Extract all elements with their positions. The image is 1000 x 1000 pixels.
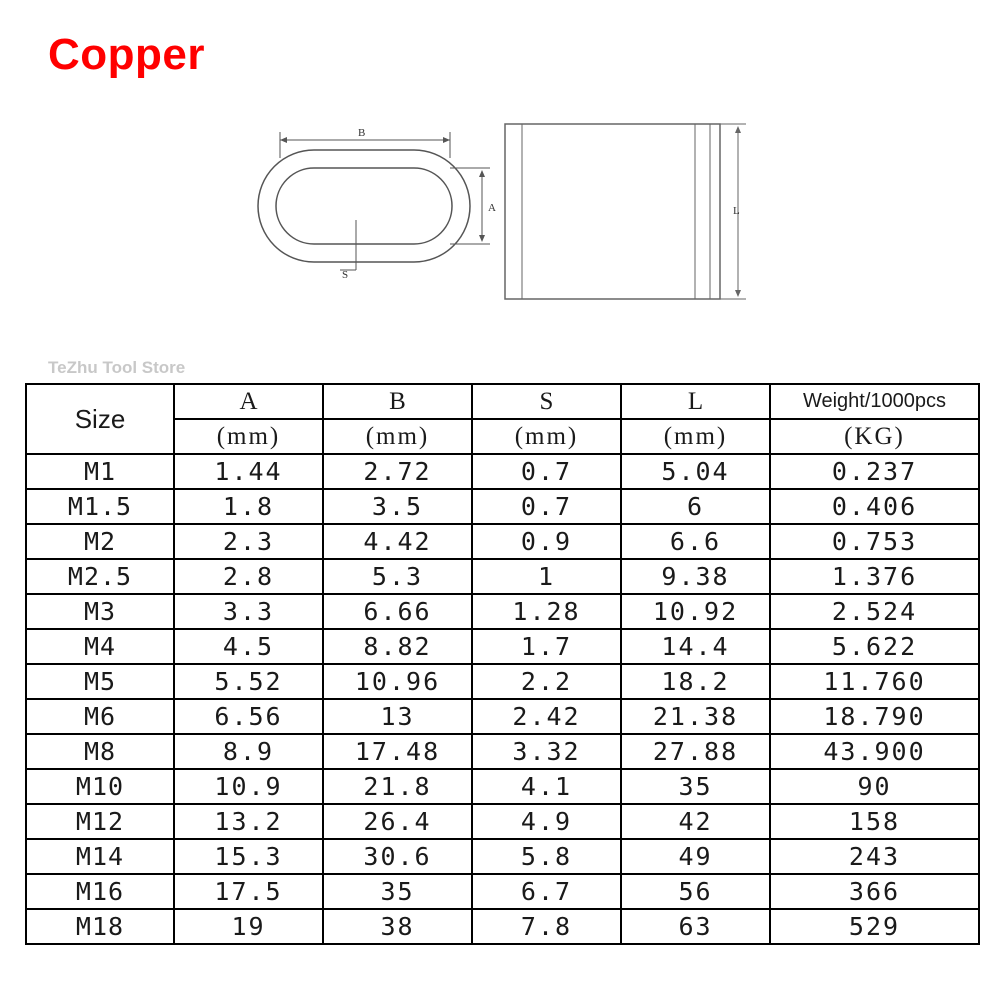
cell-s: 1.28 <box>472 594 621 629</box>
cell-weight: 529 <box>770 909 979 944</box>
cell-b: 5.3 <box>323 559 472 594</box>
cell-l: 18.2 <box>621 664 770 699</box>
cell-s: 0.7 <box>472 454 621 489</box>
table-row <box>26 559 979 594</box>
cell-weight: 366 <box>770 874 979 909</box>
cell-a: 4.5 <box>174 629 323 664</box>
header-l: L <box>621 384 770 419</box>
table-row <box>26 699 979 734</box>
cell-b: 8.82 <box>323 629 472 664</box>
cell-a: 1.44 <box>174 454 323 489</box>
cell-weight: 11.760 <box>770 664 979 699</box>
unit-weight: (KG) <box>770 419 979 454</box>
label-s: S <box>342 269 349 281</box>
unit-a: (mm) <box>174 419 323 454</box>
cell-s: 6.7 <box>472 874 621 909</box>
cell-weight: 158 <box>770 804 979 839</box>
cell-size: M14 <box>26 839 174 874</box>
cell-weight: 0.237 <box>770 454 979 489</box>
label-l: L <box>733 205 740 217</box>
sleeve-dimension-drawing <box>250 110 760 310</box>
table-row <box>26 734 979 769</box>
store-watermark: TeZhu Tool Store <box>48 358 186 377</box>
cell-b: 3.5 <box>323 489 472 524</box>
cell-l: 6.6 <box>621 524 770 559</box>
cell-s: 0.9 <box>472 524 621 559</box>
cell-size: M12 <box>26 804 174 839</box>
cell-size: M5 <box>26 664 174 699</box>
cell-weight: 0.406 <box>770 489 979 524</box>
cell-a: 3.3 <box>174 594 323 629</box>
cell-b: 4.42 <box>323 524 472 559</box>
inner-oval <box>276 168 452 244</box>
cell-b: 13 <box>323 699 472 734</box>
cell-weight: 18.790 <box>770 699 979 734</box>
spec-table <box>25 383 980 945</box>
cell-b: 21.8 <box>323 769 472 804</box>
front-view <box>258 132 490 270</box>
cell-s: 0.7 <box>472 489 621 524</box>
cell-b: 26.4 <box>323 804 472 839</box>
cell-l: 10.92 <box>621 594 770 629</box>
cell-weight: 0.753 <box>770 524 979 559</box>
cell-size: M6 <box>26 699 174 734</box>
cell-s: 2.2 <box>472 664 621 699</box>
side-view <box>505 124 746 299</box>
label-a: A <box>488 202 496 214</box>
cell-size: M10 <box>26 769 174 804</box>
cell-size: M3 <box>26 594 174 629</box>
cell-l: 63 <box>621 909 770 944</box>
cell-s: 7.8 <box>472 909 621 944</box>
table-row <box>26 804 979 839</box>
unit-b: (mm) <box>323 419 472 454</box>
header-row <box>26 384 979 419</box>
cell-s: 4.1 <box>472 769 621 804</box>
cell-weight: 5.622 <box>770 629 979 664</box>
technical-drawing-svg <box>250 110 760 310</box>
table-row <box>26 524 979 559</box>
cell-a: 1.8 <box>174 489 323 524</box>
cell-weight: 1.376 <box>770 559 979 594</box>
header-a: A <box>174 384 323 419</box>
table-row <box>26 629 979 664</box>
cell-size: M2.5 <box>26 559 174 594</box>
unit-s: (mm) <box>472 419 621 454</box>
table-row <box>26 664 979 699</box>
cell-a: 2.8 <box>174 559 323 594</box>
cell-b: 2.72 <box>323 454 472 489</box>
cell-l: 42 <box>621 804 770 839</box>
cell-s: 3.32 <box>472 734 621 769</box>
cell-b: 6.66 <box>323 594 472 629</box>
header-size: Size <box>26 384 174 454</box>
cell-l: 49 <box>621 839 770 874</box>
cell-size: M4 <box>26 629 174 664</box>
table-row <box>26 909 979 944</box>
cell-l: 9.38 <box>621 559 770 594</box>
table-row <box>26 594 979 629</box>
header-s: S <box>472 384 621 419</box>
cell-a: 19 <box>174 909 323 944</box>
cell-size: M1.5 <box>26 489 174 524</box>
header-weight: Weight/1000pcs <box>770 384 979 419</box>
cell-size: M2 <box>26 524 174 559</box>
cell-weight: 243 <box>770 839 979 874</box>
table-row <box>26 839 979 874</box>
cell-size: M18 <box>26 909 174 944</box>
cell-s: 5.8 <box>472 839 621 874</box>
cell-b: 38 <box>323 909 472 944</box>
cell-l: 6 <box>621 489 770 524</box>
table-row <box>26 769 979 804</box>
cell-a: 10.9 <box>174 769 323 804</box>
cell-a: 8.9 <box>174 734 323 769</box>
cell-l: 56 <box>621 874 770 909</box>
cell-a: 6.56 <box>174 699 323 734</box>
cell-s: 1 <box>472 559 621 594</box>
table-row <box>26 489 979 524</box>
side-rect <box>505 124 720 299</box>
cell-a: 17.5 <box>174 874 323 909</box>
cell-l: 21.38 <box>621 699 770 734</box>
table-row <box>26 454 979 489</box>
cell-a: 2.3 <box>174 524 323 559</box>
table-row <box>26 874 979 909</box>
cell-s: 2.42 <box>472 699 621 734</box>
cell-b: 35 <box>323 874 472 909</box>
cell-size: M16 <box>26 874 174 909</box>
cell-l: 35 <box>621 769 770 804</box>
cell-a: 13.2 <box>174 804 323 839</box>
cell-weight: 90 <box>770 769 979 804</box>
cell-s: 4.9 <box>472 804 621 839</box>
unit-l: (mm) <box>621 419 770 454</box>
cell-s: 1.7 <box>472 629 621 664</box>
page-title: Copper <box>48 30 205 79</box>
cell-l: 27.88 <box>621 734 770 769</box>
header-b: B <box>323 384 472 419</box>
cell-weight: 43.900 <box>770 734 979 769</box>
label-b: B <box>358 127 366 139</box>
cell-l: 5.04 <box>621 454 770 489</box>
cell-b: 10.96 <box>323 664 472 699</box>
cell-size: M8 <box>26 734 174 769</box>
spec-table-body <box>26 384 979 944</box>
cell-a: 5.52 <box>174 664 323 699</box>
cell-l: 14.4 <box>621 629 770 664</box>
cell-b: 30.6 <box>323 839 472 874</box>
cell-size: M1 <box>26 454 174 489</box>
cell-a: 15.3 <box>174 839 323 874</box>
cell-b: 17.48 <box>323 734 472 769</box>
cell-weight: 2.524 <box>770 594 979 629</box>
outer-oval <box>258 150 470 262</box>
